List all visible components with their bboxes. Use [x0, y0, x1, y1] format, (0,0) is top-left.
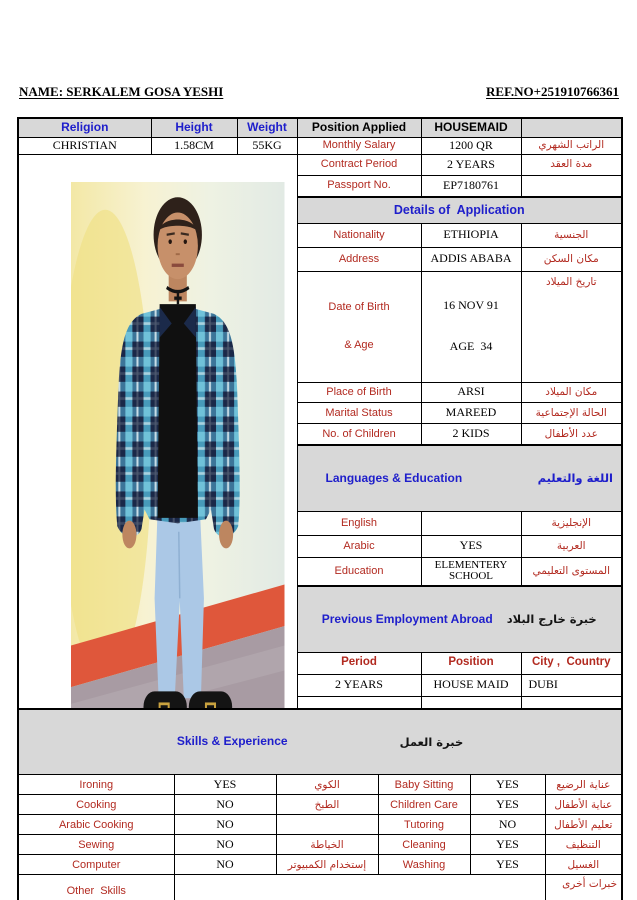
skill-arabic [276, 815, 378, 835]
weight-value: 55KG [237, 137, 297, 154]
children-value: 2 KIDS [421, 423, 521, 445]
dob-label-line2: & Age [344, 339, 374, 352]
skill-label: Children Care [378, 795, 470, 815]
skill-label: Arabic Cooking [18, 815, 174, 835]
applicant-photo-cell [18, 154, 297, 709]
skill-label: Cooking [18, 795, 174, 815]
address-arabic: مكان السكن [521, 247, 622, 271]
reference-number: REF.NO+251910766361 [486, 84, 619, 99]
other-skills-arabic: خبرات أخرى [545, 875, 622, 900]
other-skills-label: Other Skills [18, 875, 174, 900]
education-arabic: المستوى التعليمي [521, 557, 622, 586]
document-header [19, 84, 619, 100]
nationality-value: ETHIOPIA [421, 223, 521, 247]
skill-row-arabic-cooking [18, 815, 622, 835]
skill-row-ironing [18, 775, 622, 795]
skill-value: YES [470, 835, 545, 855]
prev-employment-title-ar: خبرة خارج البلاد [506, 611, 597, 626]
applicant-name: NAME: SERKALEM GOSA YESHI [19, 84, 224, 99]
weight-header: Weight [237, 118, 297, 137]
employment-city-value: DUBI [521, 674, 622, 696]
applicant-photo [71, 157, 285, 707]
religion-header: Religion [18, 118, 151, 137]
nationality-label: Nationality [297, 223, 421, 247]
passport-label: Passport No. [297, 175, 421, 197]
employment-position-value: HOUSE MAID [421, 674, 521, 696]
skill-label: Tutoring [378, 815, 470, 835]
english-label: English [297, 511, 421, 535]
header-empty-cell [521, 118, 622, 137]
marital-status-arabic: الحالة الإجتماعية [521, 402, 622, 423]
skill-label: Washing [378, 855, 470, 875]
period-header: Period [297, 652, 421, 674]
monthly-salary-arabic: الراتب الشهري [521, 137, 622, 154]
skill-row-computer [18, 855, 622, 875]
skills-section-title-ar: خبرة العمل [399, 734, 464, 749]
skill-arabic: عناية الرضيع [545, 775, 622, 795]
contract-period-value: 2 YEARS [421, 154, 521, 175]
position-value: HOUSEMAID [421, 118, 521, 137]
languages-section-cell [297, 445, 622, 511]
languages-section-title-en: Languages & Education [325, 470, 463, 485]
place-of-birth-label: Place of Birth [297, 382, 421, 402]
contract-period-label: Contract Period [297, 154, 421, 175]
applicant-photo-illustration [71, 182, 285, 709]
position-applied-header: Position Applied [297, 118, 421, 137]
dob-value-line2: AGE 34 [449, 339, 493, 354]
address-label: Address [297, 247, 421, 271]
english-value [421, 511, 521, 535]
skill-value: NO [174, 815, 276, 835]
skill-arabic: عناية الأطفال [545, 795, 622, 815]
marital-status-label: Marital Status [297, 402, 421, 423]
skill-label: Sewing [18, 835, 174, 855]
skill-label: Ironing [18, 775, 174, 795]
monthly-salary-label: Monthly Salary [297, 137, 421, 154]
skills-section-cell [18, 709, 622, 775]
employment-period-value: 2 YEARS [297, 674, 421, 696]
dob-label-line1: Date of Birth [328, 301, 390, 314]
skill-arabic: التنظيف [545, 835, 622, 855]
skill-arabic: الغسيل [545, 855, 622, 875]
place-of-birth-value: ARSI [421, 382, 521, 402]
prev-employment-section-cell [297, 586, 622, 652]
dob-value [421, 271, 521, 382]
skill-value: NO [470, 815, 545, 835]
education-value: ELEMENTERY SCHOOL [421, 557, 521, 586]
skill-label: Computer [18, 855, 174, 875]
languages-section-title-ar: اللغة والتعليم [537, 470, 613, 485]
position-header: Position [421, 652, 521, 674]
height-value: 1.58CM [151, 137, 237, 154]
details-section-title: Details of Application [297, 197, 622, 223]
dob-arabic: تاريخ الميلاد [521, 271, 622, 382]
skill-row-sewing [18, 835, 622, 855]
document-content [17, 84, 621, 900]
skill-value: NO [174, 835, 276, 855]
skill-row-cooking [18, 795, 622, 815]
skills-section-title-en: Skills & Experience [176, 734, 288, 749]
address-value: ADDIS ABABA [421, 247, 521, 271]
passport-arabic [521, 175, 622, 197]
english-arabic: الإنجليزية [521, 511, 622, 535]
place-of-birth-arabic: مكان الميلاد [521, 382, 622, 402]
skill-value: YES [470, 775, 545, 795]
children-label: No. of Children [297, 423, 421, 445]
height-header: Height [151, 118, 237, 137]
contract-period-row [18, 154, 622, 175]
other-skills-empty-field [174, 875, 545, 900]
vitals-row [18, 137, 622, 154]
skill-arabic: إستخدام الكمبيوتر [276, 855, 378, 875]
skills-section-bar [18, 709, 622, 775]
prev-employment-title-en: Previous Employment Abroad [321, 611, 493, 626]
skill-value: NO [174, 855, 276, 875]
skills-table [17, 708, 623, 900]
application-table [17, 117, 623, 710]
city-country-header: City , Country [521, 652, 622, 674]
contract-period-arabic: مدة العقد [521, 154, 622, 175]
skill-value: YES [470, 795, 545, 815]
skill-arabic: الطبخ [276, 795, 378, 815]
other-skills-row [18, 875, 622, 900]
children-arabic: عدد الأطفال [521, 423, 622, 445]
skill-arabic: الخياطة [276, 835, 378, 855]
arabic-label: Arabic [297, 535, 421, 557]
skill-value: NO [174, 795, 276, 815]
skill-label: Cleaning [378, 835, 470, 855]
monthly-salary-value: 1200 QR [421, 137, 521, 154]
arabic-value: YES [421, 535, 521, 557]
skill-arabic: تعليم الأطفال [545, 815, 622, 835]
dob-label [297, 271, 421, 382]
passport-value: EP7180761 [421, 175, 521, 197]
skill-value: YES [174, 775, 276, 795]
marital-status-value: MAREED [421, 402, 521, 423]
skill-value: YES [470, 855, 545, 875]
skill-arabic: الكوي [276, 775, 378, 795]
skill-label: Baby Sitting [378, 775, 470, 795]
dob-value-line1: 16 NOV 91 [443, 298, 499, 313]
arabic-arabic: العربية [521, 535, 622, 557]
religion-value: CHRISTIAN [18, 137, 151, 154]
nationality-arabic: الجنسية [521, 223, 622, 247]
education-label: Education [297, 557, 421, 586]
table-header-row [18, 118, 622, 137]
